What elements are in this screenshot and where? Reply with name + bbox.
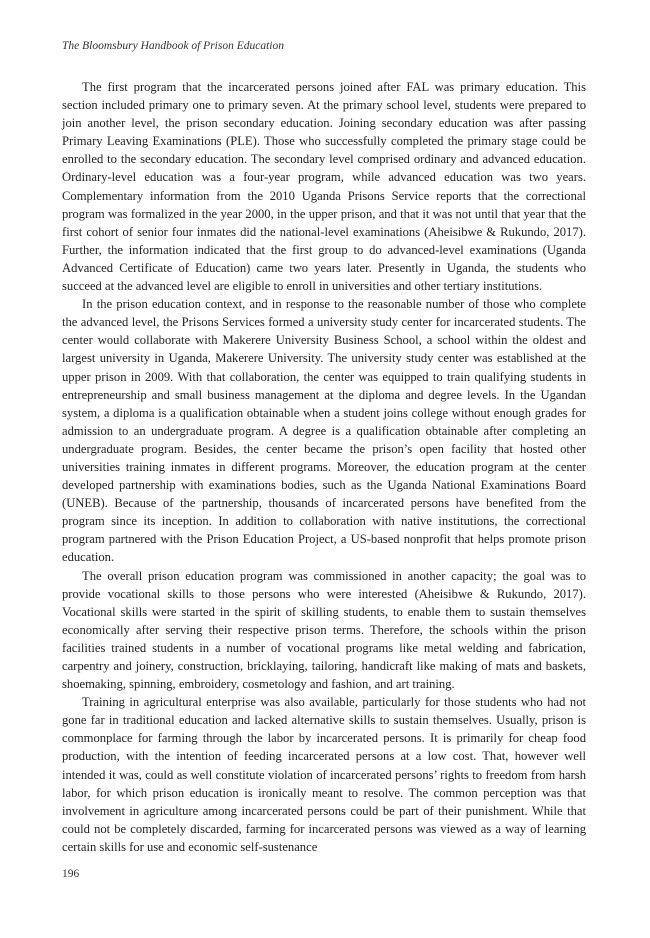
page-number: 196: [62, 868, 80, 880]
paragraph-4: Training in agricultural enterprise was also available, particularly for those students who had not gone far in traditional education and lacked alternative skills to sustain themselves. Usually, prison is commonplace for farming through the labor by incarcerated persons. It is primarily for cheap food production, with the intention of feeding incarcerated persons at a low cost. That, however well intended it was, could as well constitute violation of incarcerated persons’ rights to freedom from harsh labor, for which prison education is ironically meant to resolve. The common perception was that involvement in agriculture among incarcerated persons could be part of their punishment. While that could not be completely discarded, farming for incarcerated persons was viewed as a way of learning certain skills for use and economic self-sustenance: [62, 695, 586, 854]
body-text: [62, 78, 586, 856]
paragraph-1: The first program that the incarcerated persons joined after FAL was primary education. This section included primary one to primary seven. At the primary school level, students were prepared to join another level, the prison secondary education. Joining secondary education was after passing Primary Leaving Examinations (PLE). Those who successfully completed the primary stage could be enrolled to the secondary education. The secondary level comprised ordinary and advanced education. Ordinary-level education was a four-year program, while advanced education was two years. Complementary information from the 2010 Uganda Prisons Service reports that the correctional program was formalized in the year 2000, in the upper prison, and that it was not until that year that the first cohort of senior four inmates did the national-level examinations (Aheisibwe & Rukundo, 2017). Further, the information indicated that the first group to do advanced-level examinations (Uganda Advanced Certificate of Education) came two years later. Presently in Uganda, the students who succeed at the advanced level are eligible to enroll in universities and other tertiary institutions.: [62, 80, 586, 294]
paragraph-3: The overall prison education program was commissioned in another capacity; the goal was to provide vocational skills to those persons who were interested (Aheisibwe & Rukundo, 2017). Vocational skills were started in the spirit of skilling students, to enable them to sustain themselves economically after serving their respective prison terms. Therefore, the schools within the prison facilities trained students in a number of vocational programs like metal welding and fabrication, carpentry and joinery, construction, bricklaying, tailoring, handicraft like making of mats and baskets, shoemaking, spinning, embroidery, cosmetology and fashion, and art training.: [62, 568, 586, 692]
paragraph-2: In the prison education context, and in response to the reasonable number of those who complete the advanced level, the Prisons Services formed a university study center for incarcerated students. The center would collaborate with Makerere University Business School, a school within the oldest and largest university in Uganda, Makerere University. The university study center was established at the upper prison in 2009. With that collaboration, the center was equipped to train qualifying students in entrepreneurship and small business management at the diploma and degree levels. In the Ugandan system, a diploma is a qualification obtainable when a student joins college without enough grades for admission to an undergraduate program. A degree is a qualification obtainable after completing an undergraduate program. Besides, the center became the prison’s open facility that hosted other universities training inmates in different programs. Moreover, the education program at the center developed partnership with examinations bodies, such as the Uganda National Examinations Board (UNEB). Because of the partnership, thousands of incarcerated persons have benefited from the program since its inception. In addition to collaboration with native institutions, the correctional program partnered with the Prison Education Project, a US-based nonprofit that helps promote prison education.: [62, 297, 586, 565]
running-head: The Bloomsbury Handbook of Prison Education: [62, 40, 284, 52]
